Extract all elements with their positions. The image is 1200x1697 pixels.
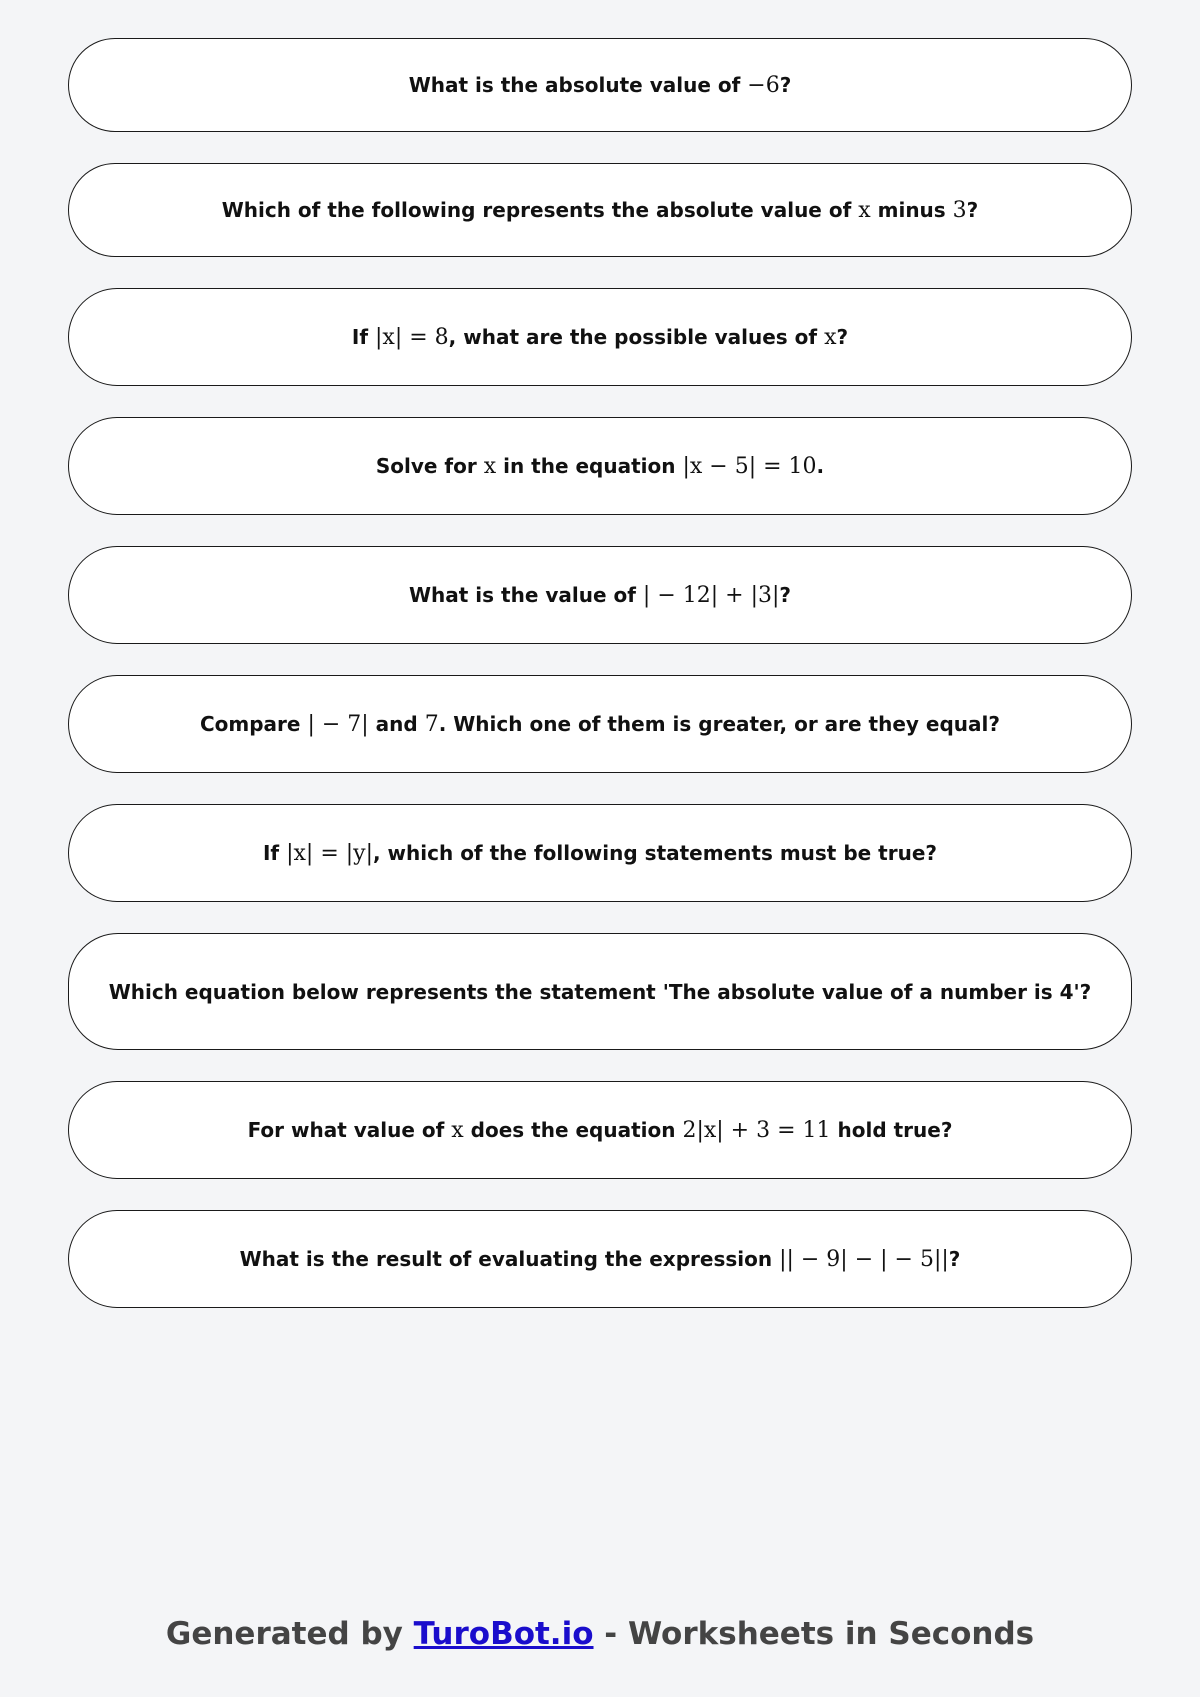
question-text-segment: Compare xyxy=(199,711,308,736)
question-text-segment: and xyxy=(368,711,425,736)
footer-prefix: Generated by xyxy=(165,1616,414,1652)
math-expression: || − 9| − | − 5|| xyxy=(779,1246,949,1272)
math-expression: 7 xyxy=(424,711,439,737)
question-text-segment: , which of the following statements must be true? xyxy=(373,840,937,865)
math-expression: | − 7| xyxy=(307,711,369,737)
question-card xyxy=(68,675,1132,773)
question-text xyxy=(222,198,979,223)
question-card xyxy=(68,1081,1132,1179)
question-text-segment: What is the value of xyxy=(408,582,643,607)
question-text-segment: . xyxy=(816,453,825,478)
math-expression: x xyxy=(824,324,837,350)
math-expression: x xyxy=(483,453,497,479)
question-text xyxy=(263,841,937,866)
question-text xyxy=(409,583,791,608)
math-expression: x xyxy=(451,1117,464,1143)
question-text-segment: Which equation below represents the statement 'The absolute value of a number is 4'? xyxy=(108,979,1092,1004)
question-text-segment: If xyxy=(262,840,287,865)
math-expression: −6 xyxy=(747,72,780,98)
question-text-segment: ? xyxy=(779,582,792,607)
question-text-segment: minus xyxy=(870,197,953,222)
question-card xyxy=(68,804,1132,902)
footer-suffix: - Worksheets in Seconds xyxy=(593,1616,1035,1652)
footer xyxy=(0,1616,1200,1652)
question-text-segment: in the equation xyxy=(496,453,683,478)
question-text-segment: , what are the possible values of xyxy=(448,324,825,349)
question-text xyxy=(352,325,848,350)
question-card xyxy=(68,38,1132,132)
question-text-segment: ? xyxy=(966,197,979,222)
question-text-segment: Solve for xyxy=(375,453,484,478)
question-text-segment: . Which one of them is greater, or are they equal? xyxy=(438,711,1000,736)
question-text-segment: does the equation xyxy=(463,1117,683,1142)
math-expression: | − 12| + |3| xyxy=(642,582,780,608)
question-text-segment: ? xyxy=(836,324,849,349)
math-expression: 3 xyxy=(952,197,967,223)
question-text xyxy=(376,454,824,479)
question-text xyxy=(109,980,1092,1004)
math-expression: 2|x| + 3 = 11 xyxy=(682,1117,831,1143)
question-text-segment: ? xyxy=(779,72,792,97)
question-card xyxy=(68,163,1132,257)
question-card xyxy=(68,546,1132,644)
question-text xyxy=(248,1118,953,1143)
question-text xyxy=(200,712,1000,737)
turobot-link[interactable]: TuroBot.io xyxy=(413,1616,594,1652)
question-text-segment: Which of the following represents the absolute value of xyxy=(221,197,859,222)
question-text-segment: If xyxy=(351,324,376,349)
question-text-segment: hold true? xyxy=(830,1117,953,1142)
math-expression: x xyxy=(858,197,871,223)
question-text-segment: What is the result of evaluating the expression xyxy=(239,1246,780,1271)
question-card xyxy=(68,933,1132,1050)
question-text-segment: ? xyxy=(948,1246,961,1271)
question-text-segment: For what value of xyxy=(247,1117,452,1142)
question-card xyxy=(68,1210,1132,1308)
math-expression: |x| = 8 xyxy=(375,324,449,350)
question-card xyxy=(68,417,1132,515)
question-list xyxy=(68,38,1132,1308)
question-text xyxy=(409,73,792,98)
math-expression: |x − 5| = 10 xyxy=(682,453,817,479)
math-expression: |x| = |y| xyxy=(286,840,373,866)
question-text-segment: What is the absolute value of xyxy=(408,72,748,97)
question-text xyxy=(240,1247,961,1272)
question-card xyxy=(68,288,1132,386)
